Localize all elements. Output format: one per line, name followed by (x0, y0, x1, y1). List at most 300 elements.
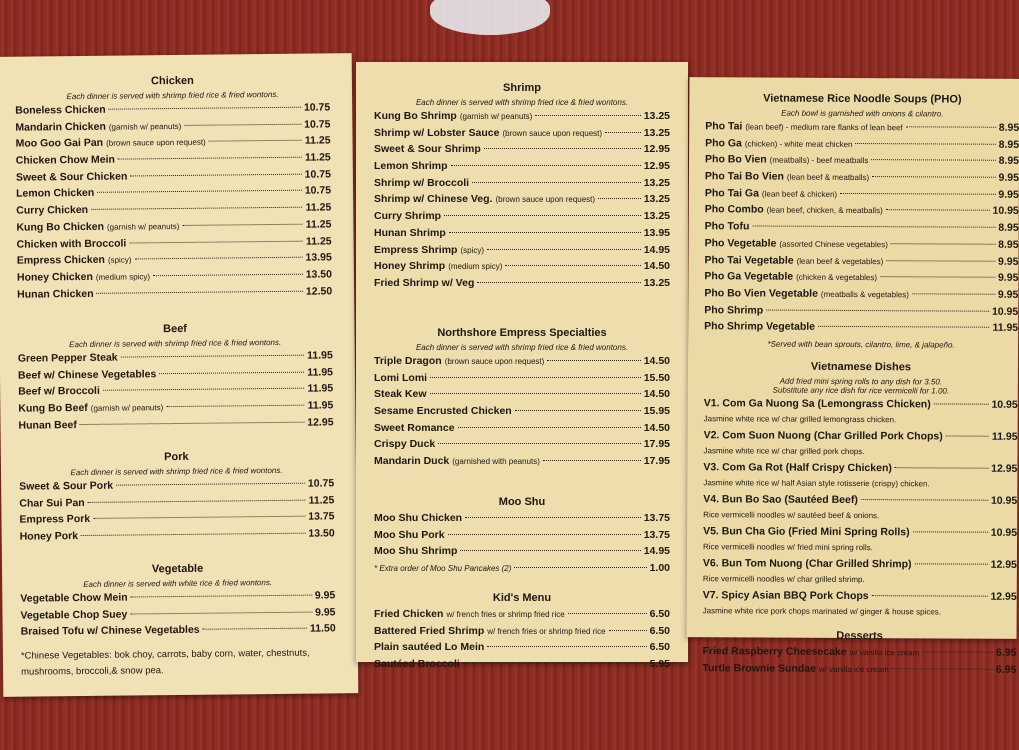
section-specialties (356, 327, 688, 472)
item-name: Beef w/ Chinese Vegetables (17, 367, 157, 382)
menu-item-row (374, 277, 670, 294)
dot-leader (134, 257, 302, 260)
menu-item-row (374, 193, 670, 210)
dot-leader (872, 176, 995, 178)
item-note: (garnish w/ peanuts) (90, 403, 164, 413)
item-name: Triple Dragon (374, 355, 442, 367)
item-price: 11.25 (308, 494, 335, 507)
dot-leader (505, 265, 640, 266)
section-pho (688, 92, 1019, 353)
item-price: 8.95 (998, 221, 1019, 234)
dot-leader (861, 499, 988, 501)
menu-item-row (374, 422, 670, 439)
vietnamese-dish (703, 493, 1017, 527)
item-name: Chicken with Broccoli (16, 237, 127, 251)
menu-item-row (705, 187, 1019, 205)
dot-leader (463, 663, 647, 664)
item-note: (medium spicy) (95, 272, 151, 282)
item-name: Shrimp w/ Lobster Sauce (374, 126, 500, 139)
dot-leader (130, 173, 301, 176)
menu-item-row (374, 127, 670, 144)
item-name: Vegetable Chop Suey (20, 608, 128, 622)
dot-leader (818, 326, 989, 328)
dot-leader (946, 435, 989, 436)
dot-leader (81, 533, 305, 536)
menu-item-row (374, 529, 670, 546)
dish-description: Rice vermicelli noodles w/ fried mini spring rolls. (702, 542, 873, 553)
dish-description: Rice vermicelli noodles w/ sautéed beef & onions. (703, 510, 880, 521)
dot-leader (871, 159, 995, 161)
item-name: Pho Tai (705, 120, 743, 133)
dot-leader (515, 410, 641, 411)
item-note: w/ french fries or shrimp fried rice (446, 610, 565, 619)
item-name: Kung Bo Chicken (16, 220, 105, 234)
menu-item-row (374, 641, 670, 658)
item-note: (brown sauce upon request) (444, 357, 545, 366)
pho-footnote: *Served with bean sprouts, cilantro, lime, & jalapeño. (767, 339, 955, 350)
item-note: (garnish w/ peanuts) (106, 221, 180, 232)
item-price: 9.95 (314, 589, 336, 602)
menu-item-row (704, 320, 1018, 338)
item-name: Curry Chicken (16, 204, 89, 217)
item-price: 12.95 (643, 160, 670, 173)
vietnamese-dish (703, 525, 1017, 559)
item-name: Kung Bo Shrimp (374, 110, 457, 122)
section-title: Vietnamese Dishes (810, 360, 912, 374)
dot-leader (472, 182, 641, 183)
item-price: 9.95 (997, 271, 1019, 285)
item-name: V2. Com Suon Nuong (Char Grilled Pork Chops) (703, 429, 943, 443)
item-price: 6.50 (649, 624, 670, 637)
item-note: (meatballs & vegetables) (820, 289, 909, 300)
dish-header (704, 397, 1018, 416)
item-name: Pho Bo Vien (705, 153, 767, 166)
item-price: 11.25 (305, 201, 332, 214)
dot-leader (131, 595, 312, 598)
item-price: 12.95 (643, 143, 670, 156)
dot-leader (915, 563, 988, 564)
item-name: V4. Bun Bo Sao (Sautéed Beef) (703, 493, 858, 507)
dot-leader (912, 293, 995, 294)
section-moo-shu (356, 496, 688, 579)
item-name: Sweet & Sour Pork (19, 479, 114, 493)
menu-item-row (18, 416, 333, 436)
section-description: Each dinner is served with shrimp fried rice & fried wontons. (66, 89, 279, 102)
item-price: 13.25 (643, 110, 670, 122)
dot-leader (568, 613, 647, 614)
item-name: V3. Com Ga Rot (Half Crispy Chicken) (703, 461, 892, 475)
menu-item-row (374, 227, 670, 244)
item-note: (lean beef, chicken, & meatballs) (766, 205, 883, 216)
item-price: 12.95 (991, 462, 1018, 475)
dot-leader (448, 534, 641, 535)
dot-leader (840, 193, 995, 195)
vietnamese-dish (703, 557, 1017, 591)
vietnamese-dish (703, 589, 1017, 623)
section-beef (0, 321, 356, 436)
item-price: 13.50 (305, 268, 333, 281)
vietnamese-dish (703, 429, 1017, 463)
section-description: Each dinner is served with shrimp fried rice & fried wontons. (415, 343, 629, 352)
dot-leader (477, 282, 640, 283)
menu-item-row (374, 210, 670, 227)
item-name: Mandarin Duck (374, 455, 450, 468)
menu-item-row (20, 527, 335, 547)
dot-leader (121, 355, 305, 358)
item-price: 13.25 (643, 276, 670, 289)
dot-leader (103, 388, 305, 391)
section-title: Vegetable (151, 562, 204, 576)
item-price: 17.95 (643, 438, 670, 451)
menu-item-row (374, 160, 670, 177)
item-name: Green Pepper Steak (17, 351, 118, 365)
item-name: Chicken Chow Mein (15, 153, 115, 167)
menu-item-row (704, 270, 1018, 288)
dot-leader (88, 499, 306, 502)
item-price: 10.75 (304, 168, 331, 181)
section-vegetable (2, 561, 358, 681)
menu-item-row (704, 287, 1018, 305)
dish-header (703, 589, 1017, 608)
dot-leader (449, 232, 641, 233)
item-price: 11.95 (992, 321, 1019, 335)
item-name: Lemon Chicken (16, 187, 95, 201)
item-note: (brown sauce upon request) (106, 138, 206, 149)
dot-leader (487, 249, 641, 250)
item-price: 11.25 (304, 134, 331, 148)
item-price: 13.75 (308, 510, 335, 524)
item-name: Pho Ga (705, 136, 742, 150)
chinese-vegetables-note: *Chinese Vegetables: bok choy, carrots, baby corn, water, chestnuts, mushrooms, broccoli,& snow pea. (20, 647, 310, 678)
dish-header (703, 493, 1017, 512)
item-note: (assorted Chinese vegetables) (779, 239, 888, 249)
item-price: 11.95 (991, 430, 1018, 443)
item-name: Pho Ga Vegetable (704, 270, 794, 283)
item-name: Pho Vegetable (704, 237, 777, 250)
item-price: 1.00 (649, 562, 670, 575)
item-price: 12.95 (990, 558, 1017, 571)
item-price: 11.25 (305, 218, 332, 231)
item-name: Beef w/ Broccoli (18, 385, 100, 399)
item-name: Lomi Lomi (374, 371, 428, 384)
menu-item-row (704, 304, 1018, 322)
item-price: 9.95 (997, 288, 1019, 301)
item-price: 13.75 (643, 512, 670, 524)
item-price: 8.95 (998, 155, 1019, 168)
item-price: 13.75 (643, 528, 670, 541)
menu-item-row (705, 154, 1019, 172)
menu-item-row (705, 120, 1019, 138)
item-name: Boneless Chicken (15, 103, 106, 117)
item-price: 11.25 (305, 234, 332, 248)
menu-item-row (374, 608, 670, 625)
item-price: 12.50 (305, 284, 333, 298)
item-note: (lean beef & chicken) (761, 189, 838, 199)
item-price: 9.95 (314, 606, 336, 619)
menu-item-row (705, 170, 1019, 188)
dot-leader (752, 226, 995, 228)
item-price: 13.25 (643, 126, 670, 139)
item-note: (garnish w/ peanuts) (108, 121, 182, 132)
item-name: Braised Tofu w/ Chinese Vegetables (20, 624, 200, 639)
dot-leader (430, 393, 641, 394)
item-price: 13.25 (643, 193, 670, 206)
item-note: (brown sauce upon request) (502, 128, 603, 138)
menu-item-row (374, 260, 670, 277)
menu-item-row (374, 110, 670, 127)
dot-leader (97, 190, 302, 193)
item-note: (brown sauce upon request) (495, 195, 596, 205)
menu-item-row (374, 625, 670, 642)
item-name: Steak Kew (374, 388, 427, 401)
item-name: Shrimp w/ Chinese Veg. (374, 193, 493, 206)
item-note: w/ french fries or shrimp fried rice (487, 626, 606, 636)
dot-leader (514, 567, 646, 568)
dot-leader (609, 630, 647, 631)
item-name: Mandarin Chicken (15, 120, 106, 134)
item-name: Sweet & Sour Shrimp (374, 143, 481, 156)
dot-leader (547, 360, 640, 361)
item-price: 11.50 (309, 622, 336, 636)
extra-pancakes-row (374, 562, 670, 579)
item-price: 8.95 (998, 238, 1019, 251)
item-price: 11.95 (307, 349, 333, 362)
item-name: Sesame Encrusted Chicken (374, 405, 512, 418)
item-price: 11.25 (304, 151, 331, 164)
item-price: 13.50 (308, 527, 335, 540)
item-name: Empress Shrimp (374, 243, 458, 256)
item-price: 15.50 (643, 371, 670, 384)
dot-leader (80, 421, 304, 424)
menu-panel-left (0, 53, 358, 697)
dot-leader (906, 126, 996, 127)
menu-item-row (21, 623, 336, 643)
item-price: 9.95 (998, 188, 1019, 201)
dot-leader (430, 377, 641, 378)
item-price: 17.95 (643, 455, 670, 468)
dot-leader (535, 115, 640, 116)
item-price: 6.95 (995, 663, 1017, 676)
item-name: Fried Chicken (374, 608, 444, 620)
item-price: 11.95 (307, 399, 334, 412)
dot-leader (209, 140, 302, 142)
item-price: 14.50 (643, 421, 670, 434)
menu-item-row (705, 237, 1019, 255)
menu-item-row (374, 372, 670, 389)
item-name: Moo Goo Gai Pan (15, 137, 104, 151)
menu-item-row (374, 455, 670, 472)
item-name: Hunan Beef (18, 418, 77, 432)
menu-item-row (17, 285, 332, 305)
item-name: Char Sui Pan (19, 496, 85, 510)
item-price: 10.95 (991, 398, 1018, 411)
section-description: Each dinner is served with white rice & fried wontons. (83, 578, 273, 589)
item-price: 10.95 (990, 526, 1018, 539)
item-name: Kung Bo Beef (18, 402, 88, 415)
item-name: Plain sautéed Lo Mein (374, 641, 485, 654)
napkin (430, 0, 550, 35)
dot-leader (91, 207, 303, 210)
item-name: Battered Fried Shrimp (374, 624, 485, 637)
item-note: (spicy) (107, 255, 132, 265)
item-note: w/ vanilla ice cream (818, 664, 889, 674)
dot-leader (880, 276, 995, 278)
dot-leader (166, 405, 304, 407)
dot-leader (438, 443, 640, 444)
item-price: 14.50 (643, 388, 670, 401)
item-name: Pho Tofu (704, 220, 750, 233)
menu-item-row (374, 405, 670, 422)
section-title: Northshore Empress Specialties (437, 327, 607, 339)
dot-leader (487, 646, 646, 647)
menu-item-row (374, 355, 670, 372)
dot-leader (598, 198, 641, 199)
item-name: Pho Combo (704, 203, 764, 216)
item-price: 6.95 (995, 646, 1017, 659)
item-name: Honey Pork (19, 530, 79, 543)
item-name: Turtle Brownie Sundae (702, 661, 816, 675)
item-name: Empress Chicken (16, 253, 105, 267)
section-desserts (686, 629, 1016, 680)
dot-leader (451, 165, 641, 166)
item-name: Hunan Chicken (17, 287, 94, 301)
section-description-2: Substitute any rice dish for rice vermicelli for 1.00. (772, 385, 950, 396)
item-name: Shrimp w/ Broccoli (374, 176, 470, 189)
item-name: Sweet Romance (374, 421, 455, 434)
section-description: Add fried mini spring rolls to any dish for 3.50. (779, 376, 943, 387)
dot-leader (118, 157, 302, 160)
item-price: 14.50 (643, 260, 670, 273)
dot-leader (855, 143, 995, 145)
dot-leader (444, 215, 641, 216)
dot-leader (109, 107, 301, 110)
item-price: 14.95 (643, 243, 670, 256)
dish-description: Jasmine white rice w/ char grilled lemongrass chicken. (703, 414, 897, 425)
item-note: (garnish w/ peanuts) (459, 112, 533, 121)
section-title: Vietnamese Rice Noodle Soups (PHO) (763, 92, 962, 106)
item-price: 10.75 (303, 101, 331, 114)
dot-leader (97, 290, 303, 293)
item-name: Lemon Shrimp (374, 160, 448, 173)
item-price: 13.25 (643, 210, 670, 223)
item-name: Pho Tai Vegetable (704, 253, 794, 267)
dot-leader (184, 123, 301, 125)
menu-item-row (705, 204, 1019, 222)
item-price: 5.95 (649, 658, 670, 671)
item-price: 8.95 (998, 121, 1019, 134)
dot-leader (159, 371, 304, 374)
dot-leader (465, 517, 641, 518)
item-price: 13.95 (643, 226, 670, 239)
vietnamese-dish (703, 461, 1017, 495)
dot-leader (891, 243, 995, 245)
item-note: (lean beef & vegetables) (796, 256, 884, 266)
item-note: (chicken) - white meat chicken (744, 139, 853, 149)
item-note: (medium spicy) (448, 262, 503, 272)
dot-leader (605, 132, 641, 133)
dot-leader (913, 531, 988, 532)
menu-item-row (374, 244, 670, 261)
item-name: Sweet & Sour Chicken (15, 170, 128, 184)
dot-leader (116, 483, 305, 486)
item-name: * Extra order of Moo Shu Pancakes (2) (374, 564, 512, 574)
item-price: 11.95 (307, 366, 334, 379)
item-note: (chicken & vegetables) (796, 272, 878, 283)
item-price: 14.50 (643, 355, 670, 367)
item-name: V5. Bun Cha Gio (Fried Mini Spring Rolls) (703, 525, 910, 539)
item-price: 10.75 (304, 184, 332, 198)
item-price: 8.95 (998, 138, 1019, 151)
section-kids-menu (356, 592, 688, 675)
menu-item-row (374, 177, 670, 194)
menu-item-row (374, 438, 670, 455)
item-name: Pho Tai Ga (704, 186, 759, 200)
dish-header (703, 557, 1017, 576)
dot-leader (922, 651, 993, 652)
item-price: 15.95 (643, 405, 670, 418)
menu-item-row (374, 143, 670, 160)
item-price: 13.95 (305, 251, 332, 264)
section-shrimp (356, 82, 688, 294)
dot-leader (766, 309, 989, 311)
item-name: Moo Shu Shrimp (374, 545, 458, 558)
menu-item-row (705, 220, 1019, 238)
section-title: Chicken (150, 74, 194, 88)
dot-leader (886, 210, 990, 212)
dot-leader (543, 460, 641, 461)
item-name: Pho Shrimp (704, 303, 764, 317)
item-price: 12.95 (307, 416, 334, 429)
item-name: Hunan Shrimp (374, 226, 446, 239)
item-name: Empress Pork (19, 513, 91, 527)
menu-item-row (702, 645, 1016, 663)
item-name: Pho Bo Vien Vegetable (704, 287, 818, 300)
item-note: (spicy) (460, 245, 485, 255)
menu-item-row (705, 137, 1019, 155)
item-name: Sautéed Broccoli (374, 658, 460, 671)
item-price: 14.95 (643, 545, 670, 558)
dish-header (703, 525, 1017, 544)
item-name: Fried Raspberry Cheesecake (702, 645, 847, 658)
item-price: 12.95 (990, 590, 1017, 603)
item-name: Moo Shu Pork (374, 528, 445, 541)
menu-item-row (374, 512, 670, 529)
item-price: 10.95 (991, 305, 1019, 318)
dish-header (704, 429, 1018, 448)
vietnamese-dish (704, 397, 1018, 431)
section-description: Each dinner is served with shrimp fried rice & fried wontons. (70, 465, 283, 478)
item-price: 13.25 (643, 176, 670, 189)
item-name: Pho Tai Bo Vien (704, 170, 784, 183)
menu-item-row (704, 254, 1018, 272)
dot-leader (203, 628, 307, 630)
dot-leader (182, 223, 302, 225)
item-note: (garnished with peanuts) (452, 457, 540, 467)
dot-leader (892, 668, 993, 670)
item-price: 9.95 (998, 171, 1019, 184)
section-description: Each bowl is garnished with onions & cilantro. (781, 108, 944, 119)
menu-panel-right (687, 77, 1019, 676)
item-price: 6.50 (649, 608, 670, 620)
dot-leader (458, 427, 641, 428)
section-vietnamese-dishes (687, 360, 1018, 623)
item-price: 10.95 (992, 205, 1019, 218)
item-note: (meatballs) - beef meatballs (769, 155, 869, 166)
item-name: Honey Shrimp (374, 260, 446, 273)
item-name: V1. Com Ga Nuong Sa (Lemongrass Chicken) (703, 397, 931, 411)
item-note: w/ vanilla ice cream (849, 647, 920, 658)
section-chicken (0, 73, 354, 305)
